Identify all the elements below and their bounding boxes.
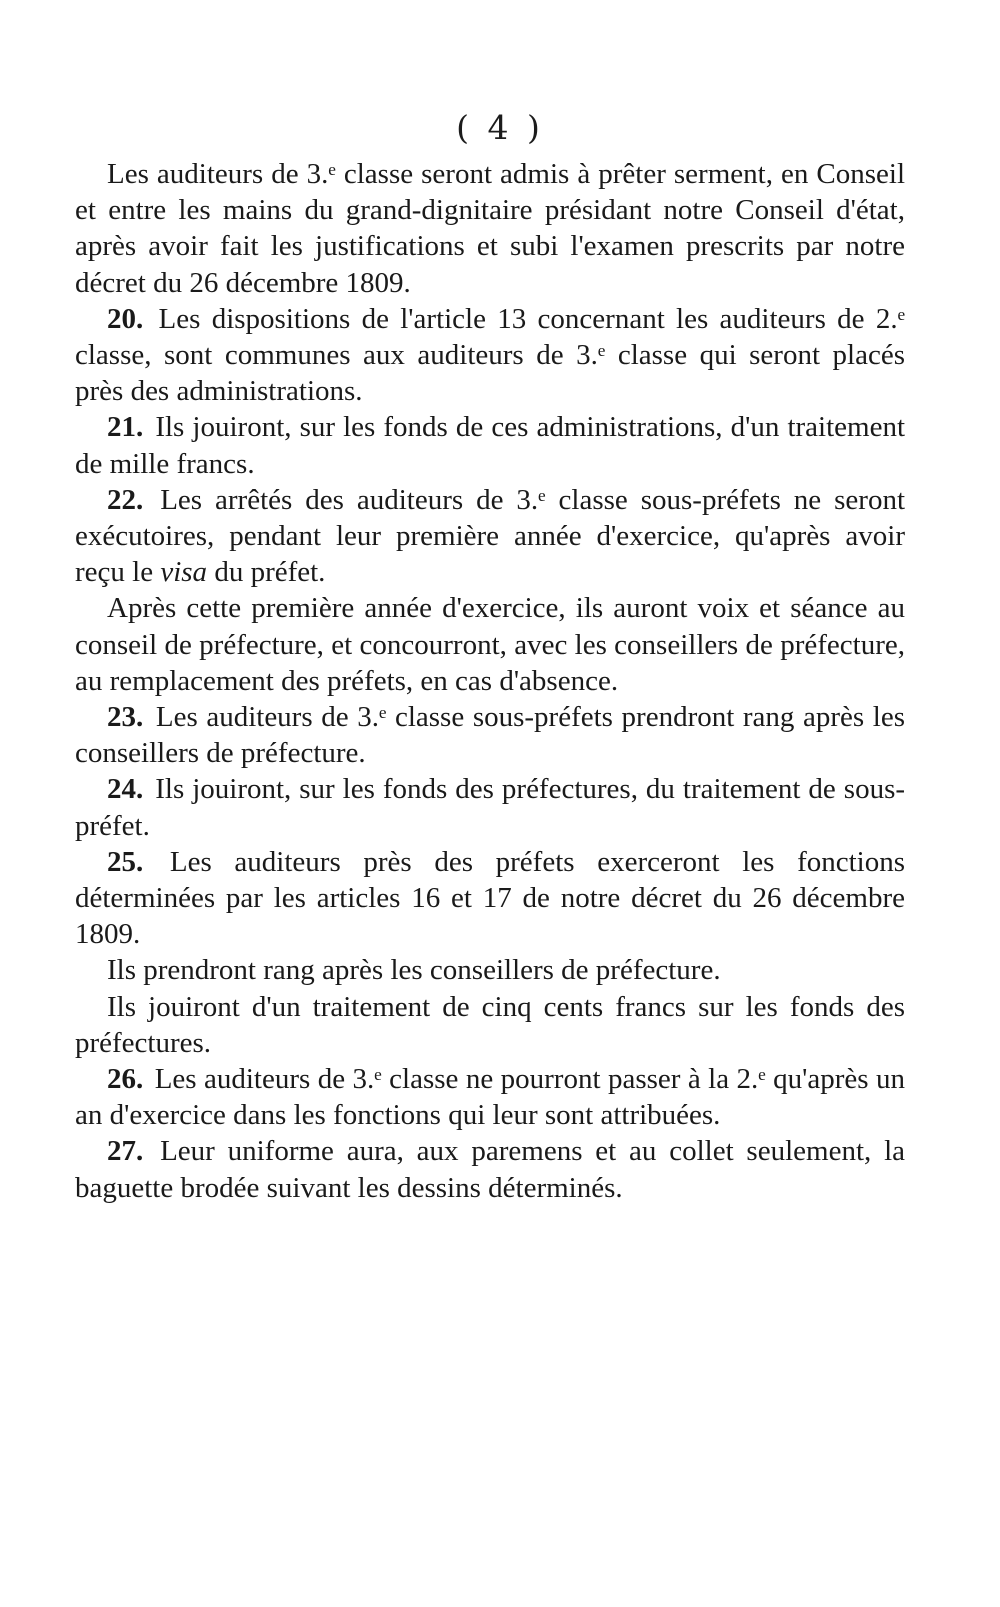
article-26 <box>75 1061 905 1133</box>
article-number: 24. <box>107 773 144 806</box>
paragraph-text: Les auditeurs de 3.ᵉ classe seront admis à prêter serment, en Conseil et entre les mains du grand-dignitaire présidant notre Conseil d'état, après avoir fait les justifications et subi l'examen prescrits par notre décret du 26 décembre 1809. <box>75 158 905 299</box>
paragraph-text: Ils jouiront, sur les fonds de ces administrations, d'un traitement de mille francs. <box>75 411 906 480</box>
article-20 <box>75 301 905 410</box>
paragraph-rank <box>75 952 905 988</box>
paragraph-text: Les auditeurs de 3.ᵉ classe ne pourront passer à la 2.ᵉ qu'après un an d'exercice dans les fonctions qui leur sont attribuées. <box>75 1063 905 1132</box>
paragraph-oath <box>75 156 905 301</box>
paragraph-text: Ils jouiront, sur les fonds des préfectures, du traitement de sous-préfet. <box>75 773 906 842</box>
article-25 <box>75 844 905 953</box>
article-23 <box>75 699 905 771</box>
page-number: ( 4 ) <box>456 108 544 147</box>
paragraph-salary <box>75 989 905 1061</box>
article-number: 27. <box>107 1135 144 1168</box>
article-number: 26. <box>107 1063 144 1096</box>
paragraph-text: Les auditeurs près des préfets exerceront les fonctions déterminées par les articles 16 et 17 de notre décret du 26 décembre 1809. <box>75 845 906 951</box>
paragraph-text: Les auditeurs de 3.ᵉ classe sous-préfets prendront rang après les conseillers de préfecture. <box>75 701 906 770</box>
article-number: 25. <box>107 845 144 878</box>
paragraph-text: Ils prendront rang après les conseillers de préfecture. <box>107 954 721 987</box>
article-number: 22. <box>107 483 144 516</box>
article-number: 20. <box>107 302 144 335</box>
article-21 <box>75 409 905 481</box>
paragraph-text: Les dispositions de l'article 13 concernant les auditeurs de 2.ᵉ classe, sont communes aux auditeurs de 3.ᵉ classe qui seront placés près des administrations. <box>75 302 906 408</box>
article-number: 23. <box>107 701 144 734</box>
paragraph-text: Leur uniforme aura, aux paremens et au collet seulement, la baguette brodée suivant les dessins déterminés. <box>75 1135 905 1204</box>
article-24 <box>75 771 905 843</box>
paragraph-text-end: du préfet. <box>207 556 326 589</box>
paragraph-text: Ils jouiront d'un traitement de cinq cents francs sur les fonds des préfectures. <box>75 990 905 1059</box>
paragraph-text: Les arrêtés des auditeurs de 3.ᵉ classe sous-préfets ne seront exécutoires, pendant leur première année d'exercice, qu'après avoir reçu le <box>75 483 905 589</box>
article-27 <box>75 1133 905 1205</box>
paragraph-text: Après cette première année d'exercice, ils auront voix et séance au conseil de préfecture, et concourront, avec les conseillers de préfecture, au remplacement des préfets, en cas d'absence. <box>75 592 905 697</box>
text-body <box>75 156 905 1206</box>
paragraph-italic-text: visa <box>160 556 208 589</box>
paragraph-after-first-year <box>75 590 905 699</box>
article-22 <box>75 482 905 591</box>
article-number: 21. <box>107 411 144 444</box>
